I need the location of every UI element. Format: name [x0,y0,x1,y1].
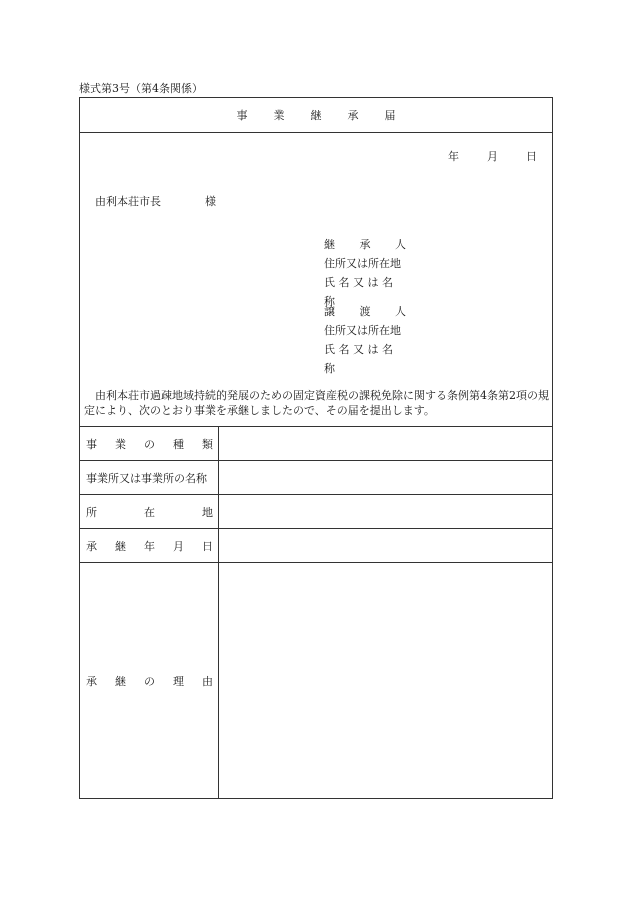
date-field[interactable] [448,148,537,164]
addressee-honorific: 様 [205,195,216,208]
title-char: 継 [310,109,322,122]
successor-block [324,235,406,311]
successor-name-label[interactable]: 氏 名 又 は 名 称 [324,276,393,308]
title-char: 承 [347,109,359,122]
successor-address-label[interactable]: 住所又は所在地 [324,257,401,270]
location-label: 所 在 地 [80,495,219,528]
business-type-label: 事 業 の 種 類 [80,427,219,460]
office-name-input[interactable] [220,461,552,494]
succession-reason-label: 承 継 の 理 由 [80,563,219,799]
successor-role: 継 承 人 [324,238,406,251]
addressee [95,193,216,209]
declaration-text: 由利本荘市過疎地域持続的発展のための固定資産税の課税免除に関する条例第4条第2項の規定により、次のとおり事業を承継しましたので、その届を提出します。 [84,389,549,417]
title-char: 事 [236,109,248,122]
business-type-input[interactable] [220,427,552,460]
date-month-unit: 月 [487,150,498,163]
table-row [80,426,552,460]
title-char: 業 [273,109,285,122]
form-title [80,98,552,133]
succession-date-label: 承 継 年 月 日 [80,529,219,562]
date-day-unit: 日 [526,150,537,163]
office-name-label: 事業所又は事業所の名称 [80,461,219,494]
table-row [80,460,552,494]
location-input[interactable] [220,495,552,528]
date-year-unit: 年 [448,150,459,163]
transferor-block [324,302,406,378]
transferor-role: 譲 渡 人 [324,305,406,318]
addressee-name: 由利本荘市長 [95,195,161,208]
succession-date-input[interactable] [220,529,552,562]
table-row [80,562,552,799]
table-row [80,494,552,528]
title-char: 届 [384,109,396,122]
form-number: 様式第3号（第4条関係） [79,82,203,95]
transferor-address-label[interactable]: 住所又は所在地 [324,324,401,337]
form-frame [79,97,553,799]
transferor-name-label[interactable]: 氏 名 又 は 名 称 [324,343,393,375]
table-row [80,528,552,562]
succession-reason-input[interactable] [220,563,552,799]
